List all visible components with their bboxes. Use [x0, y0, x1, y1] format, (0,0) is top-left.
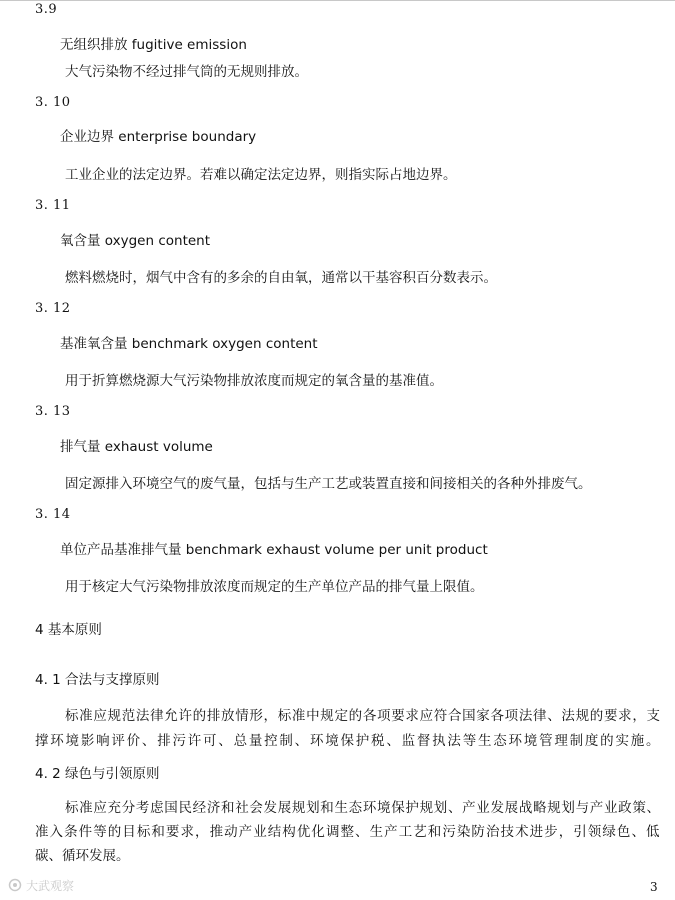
- section-4-2-line-3: 碳、循环发展。: [35, 848, 130, 864]
- watermark: [8, 876, 74, 894]
- watermark-logo-icon: [8, 878, 22, 892]
- section-4-1-line-2: 撑环境影响评价、排污许可、总量控制、环境保护税、监督执法等生态环境管理制度的实施。: [35, 733, 662, 749]
- definition-3-9: 大气污染物不经过排气筒的无规则排放。: [65, 64, 308, 80]
- section-4-1-line-1: 标准应规范法律允许的排放情形，标准中规定的各项要求应符合国家各项法律、法规的要求，支: [65, 708, 661, 724]
- definition-3-10: 工业企业的法定边界。若难以确定法定边界，则指实际占地边界。: [65, 167, 457, 183]
- definition-3-11: 燃料燃烧时，烟气中含有的多余的自由氧，通常以干基容积百分数表示。: [65, 270, 497, 286]
- clause-number-3-11: 3. 11: [35, 198, 71, 213]
- clause-number-3-13: 3. 13: [35, 404, 71, 419]
- definition-3-13: 固定源排入环境空气的废气量，包括与生产工艺或装置直接和间接相关的各种外排废气。: [65, 476, 592, 492]
- clause-number-3-14: 3. 14: [35, 507, 71, 522]
- page-top-rule: [0, 0, 675, 1]
- definition-3-12: 用于折算燃烧源大气污染物排放浓度而规定的氧含量的基准值。: [65, 373, 443, 389]
- section-4-2-heading: 4. 2 绿色与引领原则: [35, 766, 160, 782]
- term-3-11: 氧含量 oxygen content: [60, 233, 211, 249]
- section-4-heading: 4 基本原则: [35, 622, 102, 638]
- term-3-13: 排气量 exhaust volume: [60, 439, 213, 455]
- page-number: 3: [650, 880, 658, 894]
- watermark-text: 大武观察: [26, 878, 75, 893]
- section-4-1-heading: 4. 1 合法与支撑原则: [35, 672, 160, 688]
- term-3-12: 基准氧含量 benchmark oxygen content: [60, 336, 318, 352]
- section-4-2-line-2: 准入条件等的目标和要求，推动产业结构优化调整、生产工艺和污染防治技术进步，引领绿色、低: [35, 824, 661, 840]
- definition-3-14: 用于核定大气污染物排放浓度而规定的生产单位产品的排气量上限值。: [65, 579, 484, 595]
- clause-number-3-10: 3. 10: [35, 95, 71, 110]
- term-3-14: 单位产品基准排气量 benchmark exhaust volume per unit product: [60, 542, 488, 558]
- term-3-10: 企业边界 enterprise boundary: [60, 129, 257, 145]
- section-4-2-line-1: 标准应充分考虑国民经济和社会发展规划和生态环境保护规划、产业发展战略规划与产业政策、: [65, 800, 661, 816]
- term-3-9: 无组织排放 fugitive emission: [60, 37, 247, 53]
- clause-number-3-9: 3.9: [35, 2, 58, 17]
- clause-number-3-12: 3. 12: [35, 301, 71, 316]
